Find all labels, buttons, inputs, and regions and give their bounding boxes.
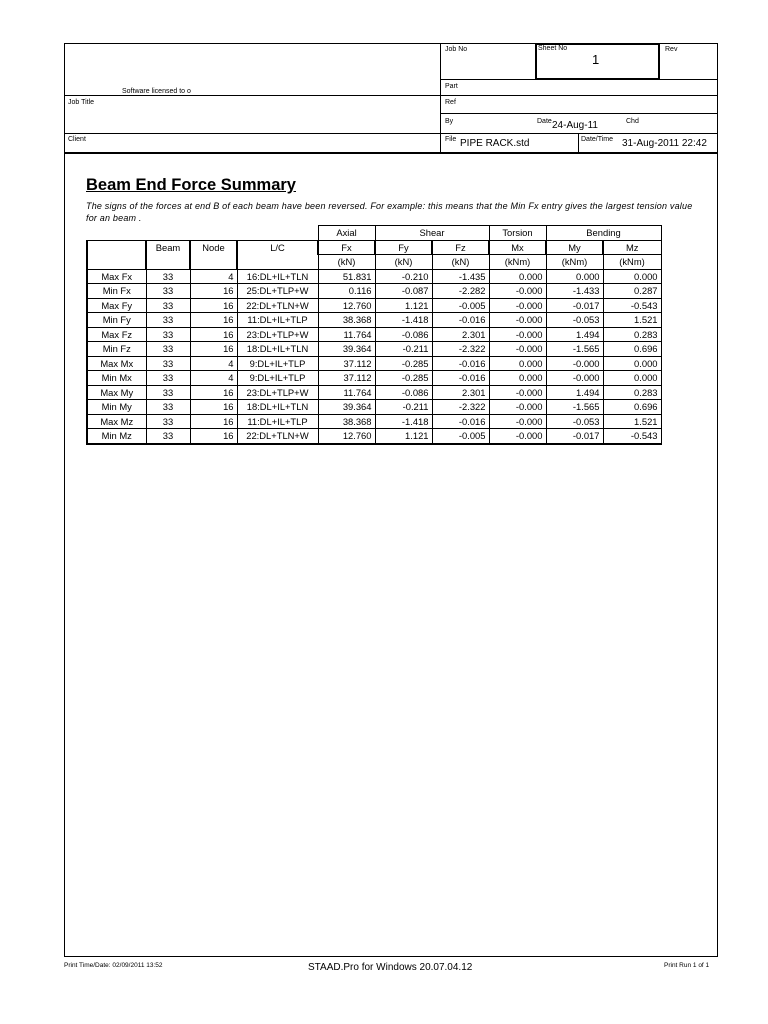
- cell-lc: 18:DL+IL+TLN: [237, 400, 318, 415]
- cell-my: 0.000: [546, 269, 603, 284]
- table-row: [87, 429, 661, 444]
- cell-lc: 16:DL+IL+TLN: [237, 269, 318, 284]
- column-header-mx: Mx: [489, 240, 546, 255]
- cell-mx: -0.000: [489, 342, 546, 357]
- table-row: [87, 327, 661, 342]
- cell-node: 16: [190, 284, 237, 299]
- column-header-node: Node: [190, 240, 237, 269]
- cell-beam: 33: [146, 313, 190, 328]
- cell-node: 4: [190, 371, 237, 386]
- ref-label: Ref: [445, 99, 456, 106]
- unit-fy: (kN): [375, 255, 432, 270]
- cell-my: -1.565: [546, 342, 603, 357]
- column-header-fx: Fx: [318, 240, 375, 255]
- cell-fx: 37.112: [318, 356, 375, 371]
- cell-case: Max My: [87, 385, 146, 400]
- table-row: [87, 313, 661, 328]
- cell-lc: 9:DL+IL+TLP: [237, 371, 318, 386]
- cell-node: 4: [190, 356, 237, 371]
- cell-fx: 12.760: [318, 429, 375, 444]
- column-header-lc: L/C: [237, 240, 318, 269]
- by-label: By: [445, 118, 454, 125]
- cell-mx: -0.000: [489, 414, 546, 429]
- cell-fx: 39.364: [318, 342, 375, 357]
- cell-fx: 12.760: [318, 298, 375, 313]
- job-title-label: Job Title: [68, 99, 95, 106]
- cell-mz: 0.283: [603, 327, 661, 342]
- column-header-my: My: [546, 240, 603, 255]
- cell-lc: 23:DL+TLP+W: [237, 327, 318, 342]
- cell-fy: -0.211: [375, 400, 432, 415]
- cell-beam: 33: [146, 400, 190, 415]
- column-header-row: [87, 240, 661, 255]
- cell-beam: 33: [146, 284, 190, 299]
- sign-convention-note: The signs of the forces at end B of each beam have been reversed. For example: this means that the Min Fx entry gives the largest tension value for an beam .: [86, 201, 693, 223]
- cell-fx: 11.764: [318, 385, 375, 400]
- cell-lc: 18:DL+IL+TLN: [237, 342, 318, 357]
- table-row: [87, 400, 661, 415]
- cell-mz: 0.283: [603, 385, 661, 400]
- cell-fz: -0.005: [432, 298, 489, 313]
- cell-beam: 33: [146, 298, 190, 313]
- cell-mz: 0.000: [603, 269, 661, 284]
- part-label: Part: [445, 83, 458, 90]
- cell-my: -1.565: [546, 400, 603, 415]
- cell-beam: 33: [146, 414, 190, 429]
- cell-fz: -0.005: [432, 429, 489, 444]
- cell-fy: -0.210: [375, 269, 432, 284]
- cell-mz: 0.287: [603, 284, 661, 299]
- cell-fz: -2.322: [432, 342, 489, 357]
- cell-my: -0.053: [546, 414, 603, 429]
- cell-beam: 33: [146, 356, 190, 371]
- cell-node: 16: [190, 429, 237, 444]
- cell-case: Min My: [87, 400, 146, 415]
- cell-my: -0.053: [546, 313, 603, 328]
- table-row: [87, 385, 661, 400]
- cell-mz: 1.521: [603, 313, 661, 328]
- header-line-by: [440, 113, 718, 114]
- header-line-client: [64, 133, 718, 134]
- cell-case: Min Mx: [87, 371, 146, 386]
- cell-fy: -0.086: [375, 385, 432, 400]
- cell-fy: -0.285: [375, 356, 432, 371]
- cell-my: -0.017: [546, 298, 603, 313]
- report-title: Beam End Force Summary: [86, 176, 296, 194]
- cell-fz: -0.016: [432, 414, 489, 429]
- cell-fz: 2.301: [432, 385, 489, 400]
- table-row: [87, 371, 661, 386]
- cell-mx: 0.000: [489, 356, 546, 371]
- cell-mz: 0.696: [603, 400, 661, 415]
- cell-beam: 33: [146, 269, 190, 284]
- cell-fy: 1.121: [375, 298, 432, 313]
- column-header-case: [87, 240, 146, 269]
- cell-fx: 37.112: [318, 371, 375, 386]
- software-version: STAAD.Pro for Windows 20.07.04.12: [308, 962, 473, 973]
- cell-mx: 0.000: [489, 371, 546, 386]
- group-header-bending: Bending: [546, 226, 661, 241]
- group-header-row: [87, 226, 661, 241]
- cell-fy: -1.418: [375, 313, 432, 328]
- unit-my: (kNm): [546, 255, 603, 270]
- job-no-label: Job No: [445, 46, 468, 53]
- cell-mz: -0.543: [603, 429, 661, 444]
- cell-fx: 38.368: [318, 313, 375, 328]
- table-row: [87, 269, 661, 284]
- cell-fz: 2.301: [432, 327, 489, 342]
- unit-fz: (kN): [432, 255, 489, 270]
- cell-beam: 33: [146, 429, 190, 444]
- table-row: [87, 298, 661, 313]
- cell-case: Max Mx: [87, 356, 146, 371]
- cell-mx: -0.000: [489, 298, 546, 313]
- cell-case: Min Fy: [87, 313, 146, 328]
- cell-fx: 38.368: [318, 414, 375, 429]
- file-value: PIPE RACK.std: [460, 138, 530, 149]
- print-time-date: Print Time/Date: 02/09/2011 13:52: [64, 962, 163, 969]
- cell-my: -1.433: [546, 284, 603, 299]
- cell-lc: 22:DL+TLN+W: [237, 298, 318, 313]
- cell-lc: 25:DL+TLP+W: [237, 284, 318, 299]
- cell-node: 16: [190, 342, 237, 357]
- header-line-bottom: [64, 152, 718, 154]
- date-value: 24-Aug-11: [552, 120, 598, 131]
- cell-fz: -0.016: [432, 356, 489, 371]
- group-header-torsion: Torsion: [489, 226, 546, 241]
- datetime-label: Date/Time: [581, 136, 614, 143]
- print-run: Print Run 1 of 1: [664, 962, 710, 969]
- cell-fx: 39.364: [318, 400, 375, 415]
- cell-node: 16: [190, 313, 237, 328]
- cell-my: 1.494: [546, 385, 603, 400]
- cell-node: 16: [190, 385, 237, 400]
- datetime-value: 31-Aug-2011 22:42: [622, 138, 707, 149]
- cell-mx: -0.000: [489, 284, 546, 299]
- unit-fx: (kN): [318, 255, 375, 270]
- cell-fz: -2.322: [432, 400, 489, 415]
- cell-my: -0.000: [546, 356, 603, 371]
- cell-mx: 0.000: [489, 269, 546, 284]
- cell-lc: 23:DL+TLP+W: [237, 385, 318, 400]
- cell-mz: 0.000: [603, 356, 661, 371]
- cell-mz: 1.521: [603, 414, 661, 429]
- cell-fz: -0.016: [432, 371, 489, 386]
- cell-fy: -0.086: [375, 327, 432, 342]
- software-licensed-text: Software licensed to o: [122, 88, 191, 95]
- rev-label: Rev: [665, 46, 678, 53]
- cell-mz: 0.000: [603, 371, 661, 386]
- sheet-no-value: 1: [592, 52, 600, 67]
- cell-fx: 51.831: [318, 269, 375, 284]
- cell-mx: -0.000: [489, 400, 546, 415]
- column-header-mz: Mz: [603, 240, 661, 255]
- cell-node: 16: [190, 400, 237, 415]
- beam-end-force-table: [86, 225, 662, 445]
- cell-mx: -0.000: [489, 429, 546, 444]
- cell-lc: 22:DL+TLN+W: [237, 429, 318, 444]
- date-label: Date: [537, 118, 552, 125]
- cell-beam: 33: [146, 371, 190, 386]
- cell-fy: -0.087: [375, 284, 432, 299]
- cell-node: 16: [190, 414, 237, 429]
- cell-case: Max Fy: [87, 298, 146, 313]
- cell-case: Max Mz: [87, 414, 146, 429]
- cell-fy: 1.121: [375, 429, 432, 444]
- table-row: [87, 342, 661, 357]
- cell-mx: -0.000: [489, 385, 546, 400]
- table-row: [87, 284, 661, 299]
- chd-label: Chd: [626, 118, 639, 125]
- cell-fz: -1.435: [432, 269, 489, 284]
- table-row: [87, 414, 661, 429]
- unit-mz: (kNm): [603, 255, 661, 270]
- file-label: File: [445, 136, 457, 143]
- cell-lc: 11:DL+IL+TLP: [237, 313, 318, 328]
- client-label: Client: [68, 136, 86, 143]
- group-header-axial: Axial: [318, 226, 375, 241]
- cell-node: 4: [190, 269, 237, 284]
- header-divider-vertical: [440, 43, 441, 153]
- cell-fx: 0.116: [318, 284, 375, 299]
- cell-mx: -0.000: [489, 313, 546, 328]
- cell-lc: 11:DL+IL+TLP: [237, 414, 318, 429]
- header-line-jobtitle: [64, 95, 718, 96]
- cell-case: Min Mz: [87, 429, 146, 444]
- cell-my: 1.494: [546, 327, 603, 342]
- cell-mz: 0.696: [603, 342, 661, 357]
- cell-mx: -0.000: [489, 327, 546, 342]
- unit-mx: (kNm): [489, 255, 546, 270]
- cell-my: -0.017: [546, 429, 603, 444]
- cell-node: 16: [190, 298, 237, 313]
- cell-fy: -1.418: [375, 414, 432, 429]
- cell-beam: 33: [146, 327, 190, 342]
- cell-case: Min Fx: [87, 284, 146, 299]
- cell-fz: -2.282: [432, 284, 489, 299]
- cell-my: -0.000: [546, 371, 603, 386]
- cell-case: Min Fz: [87, 342, 146, 357]
- cell-beam: 33: [146, 342, 190, 357]
- sheet-no-label: Sheet No: [538, 45, 568, 52]
- cell-mz: -0.543: [603, 298, 661, 313]
- cell-fx: 11.764: [318, 327, 375, 342]
- cell-fy: -0.211: [375, 342, 432, 357]
- header-divider-date-chd: [578, 133, 579, 153]
- cell-fy: -0.285: [375, 371, 432, 386]
- column-header-beam: Beam: [146, 240, 190, 269]
- cell-beam: 33: [146, 385, 190, 400]
- table-row: [87, 356, 661, 371]
- cell-node: 16: [190, 327, 237, 342]
- cell-lc: 9:DL+IL+TLP: [237, 356, 318, 371]
- cell-case: Max Fz: [87, 327, 146, 342]
- cell-case: Max Fx: [87, 269, 146, 284]
- column-header-fy: Fy: [375, 240, 432, 255]
- column-header-fz: Fz: [432, 240, 489, 255]
- cell-fz: -0.016: [432, 313, 489, 328]
- group-header-shear: Shear: [375, 226, 489, 241]
